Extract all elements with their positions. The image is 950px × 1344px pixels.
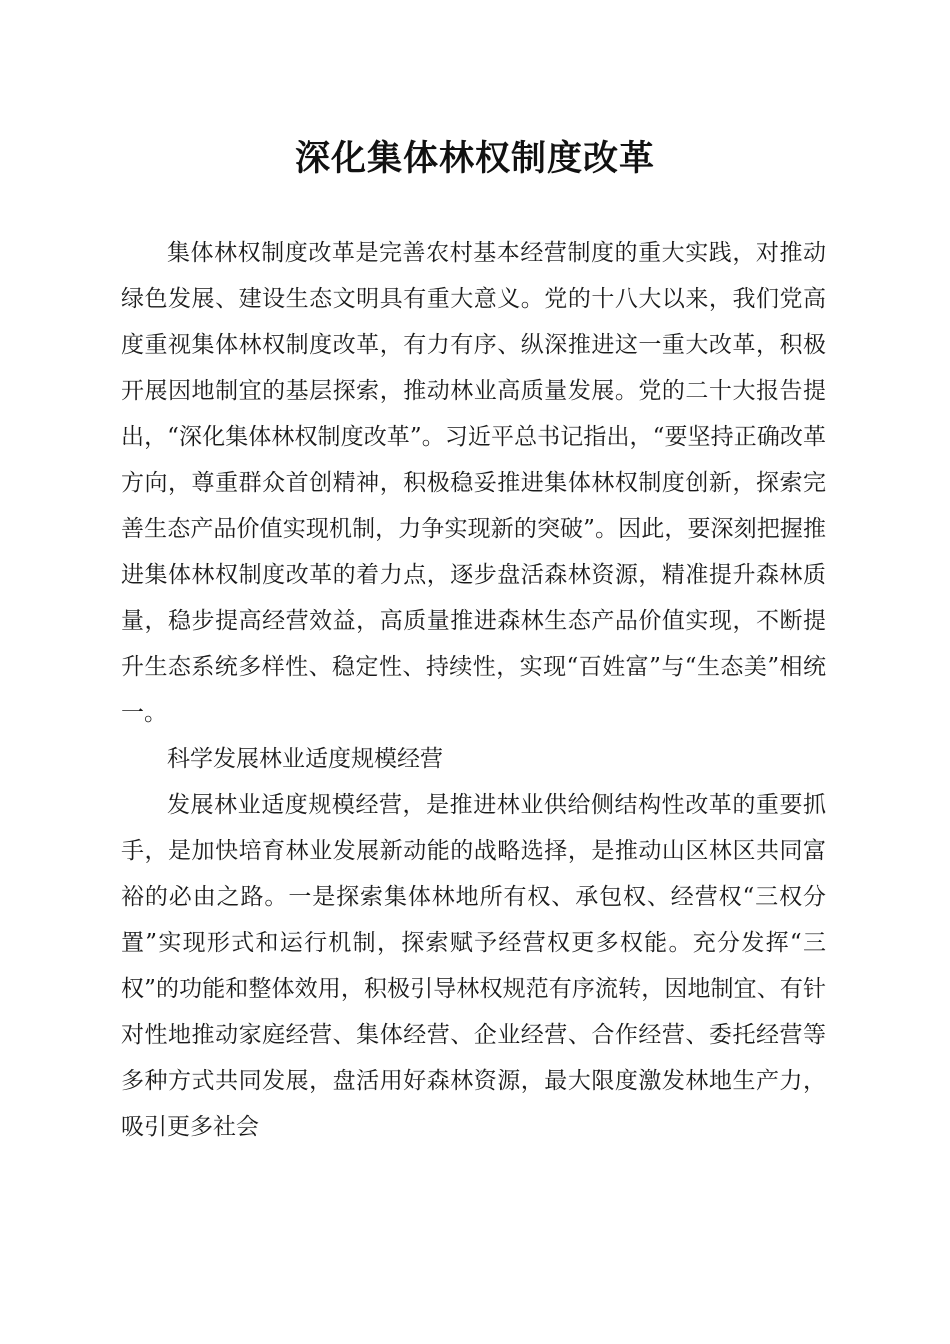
document-body <box>121 230 826 1150</box>
section-heading: 科学发展林业适度规模经营 <box>167 746 443 772</box>
document-title: 深化集体林权制度改革 <box>294 138 655 179</box>
intro-paragraph: 集体林权制度改革是完善农村基本经营制度的重大实践，对推动绿色发展、建设生态文明具有重大意义。党的十八大以来，我们党高度重视集体林权制度改革，有力有序、纵深推进这一重大改革，积极开展因地制宜的基层探索，推动林业高质量发展。党的二十大报告提出，“深化集体林权制度改革”。习近平总书记指出，“要坚持正确改革方向，尊重群众首创精神，积极稳妥推进集体林权制度创新，探索完善生态产品价值实现机制，力争实现新的突破”。因此，要深刻把握推进集体林权制度改革的着力点，逐步盘活森林资源，精准提升森林质量，稳步提高经营效益，高质量推进森林生态产品价值实现，不断提升生态系统多样性、稳定性、持续性，实现“百姓富”与“生态美”相统一。 <box>121 240 826 726</box>
section-paragraph: 发展林业适度规模经营，是推进林业供给侧结构性改革的重要抓手，是加快培育林业发展新动能的战略选择，是推动山区林区共同富裕的必由之路。一是探索集体林地所有权、承包权、经营权“三权分置”实现形式和运行机制，探索赋予经营权更多权能。充分发挥“三权”的功能和整体效用，积极引导林权规范有序流转，因地制宜、有针对性地推动家庭经营、集体经营、企业经营、合作经营、委托经营等多种方式共同发展，盘活用好森林资源，最大限度激发林地生产力，吸引更多社会 <box>121 792 826 1140</box>
